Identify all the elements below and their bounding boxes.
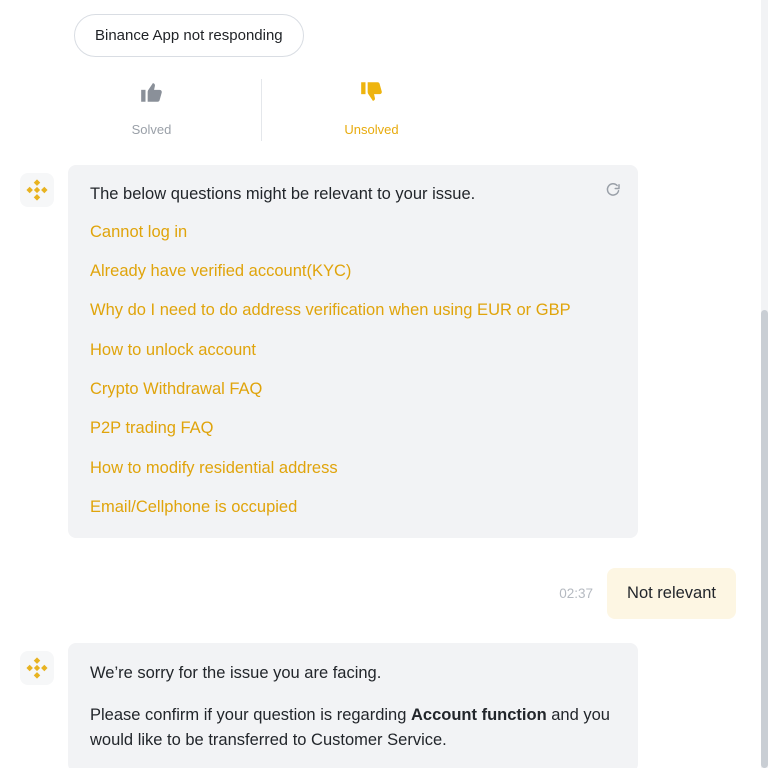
faq-link-list — [90, 221, 616, 518]
scrollbar-track[interactable] — [761, 0, 768, 768]
faq-link[interactable]: Email/Cellphone is occupied — [90, 497, 298, 516]
refresh-icon[interactable] — [602, 179, 624, 201]
bot-followup-line2-part2: and you would like to be transferred to Customer Service. — [90, 705, 610, 749]
feedback-label-unsolved: Unsolved — [344, 122, 399, 137]
bot-message-faq — [0, 165, 768, 538]
avatar — [20, 651, 54, 685]
feedback-divider — [261, 79, 262, 141]
binance-logo-icon — [26, 179, 48, 201]
feedback-option-unsolved[interactable] — [294, 79, 449, 137]
feedback-option-solved[interactable] — [74, 79, 229, 137]
bot-followup-line2-bold: Account function — [411, 705, 547, 724]
faq-link[interactable]: Already have verified account(KYC) — [90, 262, 352, 281]
bot-faq-intro-text: The below questions might be relevant to your issue. — [90, 185, 476, 203]
faq-link[interactable]: Cannot log in — [90, 222, 188, 241]
thumbs-up-icon — [74, 79, 229, 111]
bot-followup-line2 — [90, 703, 616, 753]
faq-link[interactable]: How to modify residential address — [90, 458, 338, 477]
faq-link[interactable]: Crypto Withdrawal FAQ — [90, 379, 263, 398]
faq-link[interactable]: Why do I need to do address verification when using EUR or GBP — [90, 301, 571, 320]
faq-link[interactable]: How to unlock account — [90, 340, 257, 359]
scrollbar-thumb[interactable] — [761, 310, 768, 768]
message-timestamp: 02:37 — [559, 586, 594, 602]
user-message-bubble: Not relevant — [607, 568, 736, 619]
bot-followup-line1: We’re sorry for the issue you are facing. — [90, 664, 382, 683]
bot-faq-bubble — [68, 165, 638, 538]
bot-followup-line2-part1: Please confirm if your question is regarding — [90, 705, 411, 724]
user-message-row — [0, 568, 768, 619]
chip-binance-app-not-responding[interactable]: Binance App not responding — [74, 14, 304, 57]
feedback-row — [0, 79, 768, 141]
avatar — [20, 173, 54, 207]
bot-followup-bubble — [68, 643, 638, 768]
feedback-label-solved: Solved — [131, 122, 172, 137]
bot-message-followup — [0, 643, 768, 768]
binance-logo-icon — [26, 657, 48, 679]
suggestion-chip-row — [0, 0, 768, 57]
faq-link[interactable]: P2P trading FAQ — [90, 419, 214, 438]
thumbs-down-icon — [294, 79, 449, 111]
